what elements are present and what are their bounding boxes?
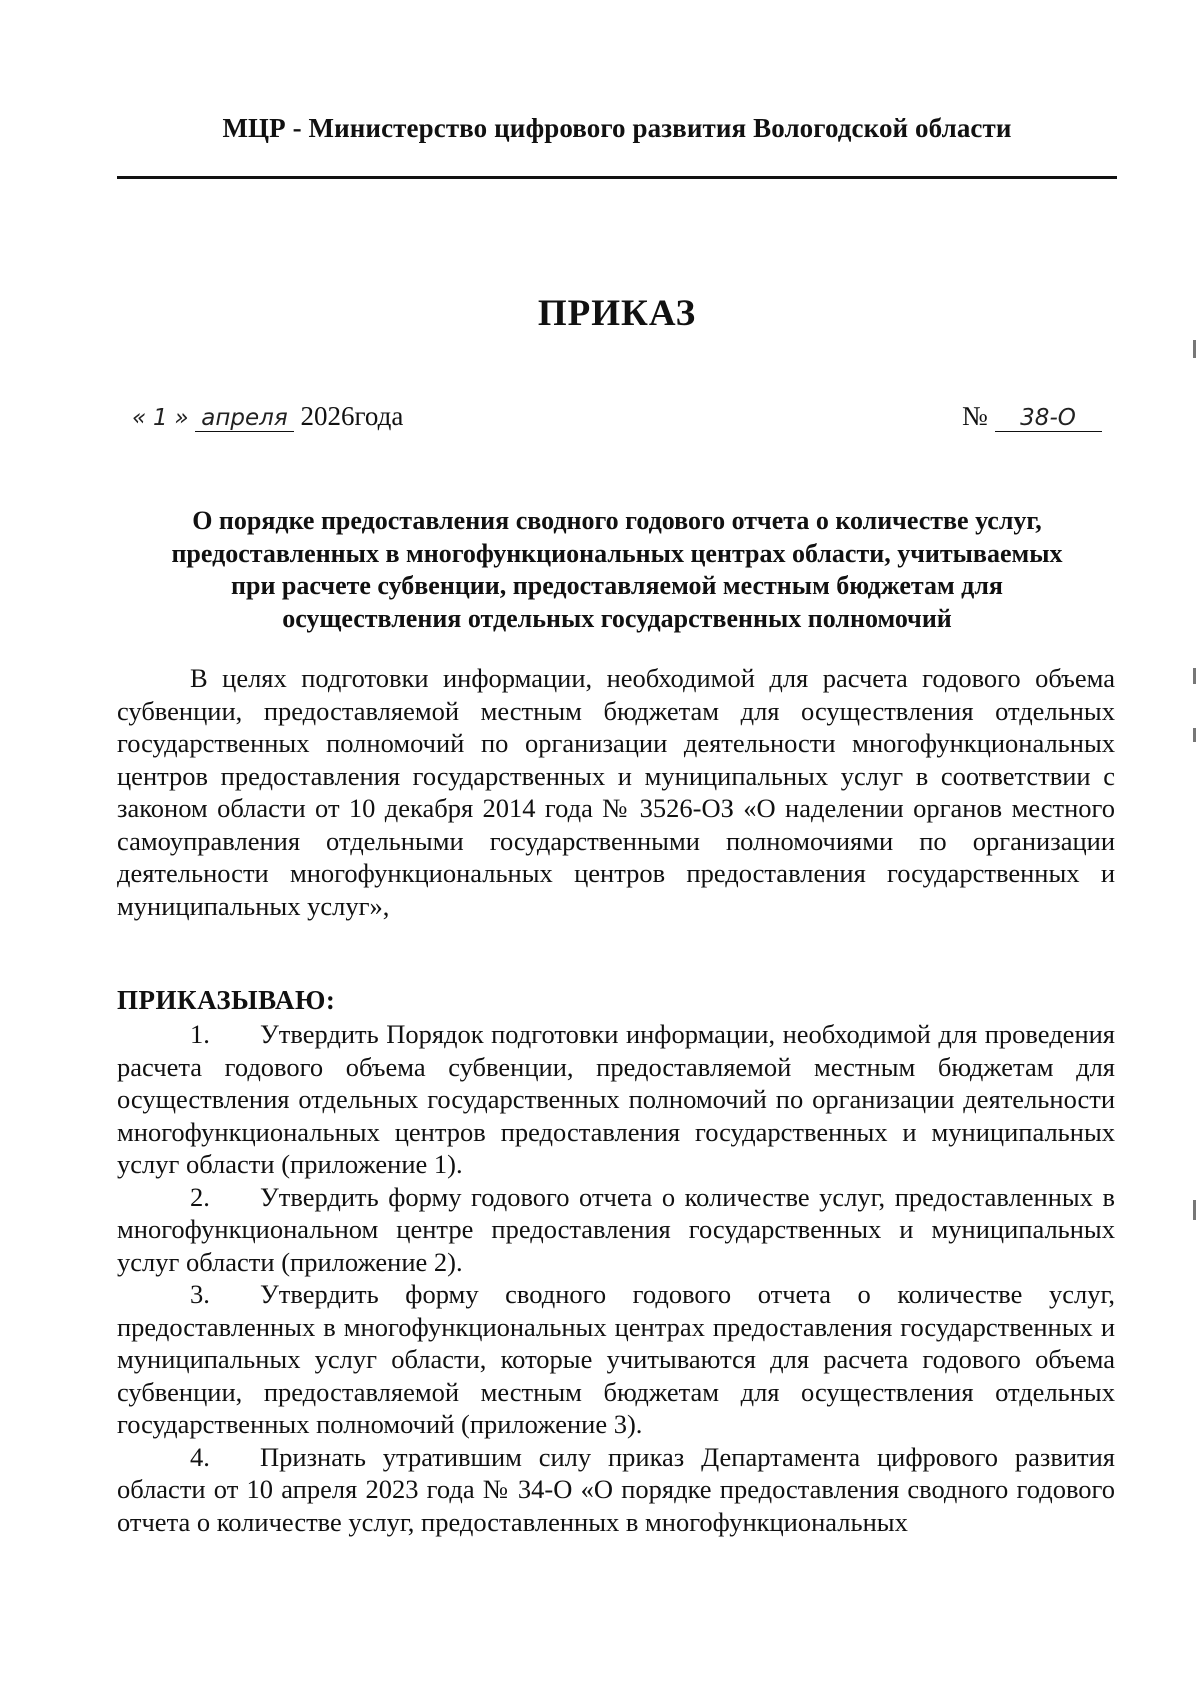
item-number: 3. [190,1279,210,1309]
scan-artifact [1193,668,1196,684]
item-number: 1. [190,1019,210,1049]
order-number [962,401,1102,432]
item-text: Признать утратившим силу приказ Департамента цифрового развития области от 10 апреля 2023 года № 34-О «О порядке предоставления сводного годового отчета о количестве услуг, предоставленных в многофункциональных [117,1441,1115,1537]
document-title: ПРИКАЗ [537,293,697,334]
order-item [117,1441,1115,1539]
item-text: Утвердить Порядок подготовки информации, необходимой для проведения расчета годового объема субвенции, предоставляемой местным бюджетам для осуществления отдельных государственных полномочий по организации деятельности многофункциональных центров предоставления государственных и муниципальных услуг области (приложение 1). [117,1019,1115,1179]
date-open-quote: « [132,405,147,431]
order-date [132,401,403,432]
item-number: 2. [190,1181,210,1212]
scan-artifact [1193,340,1196,358]
preamble-paragraph: В целях подготовки информации, необходимой для расчета годового объема субвенции, предоставляемой местным бюджетам для осуществления отдельных государственных полномочий по организации деятельности многофункциональных центров предоставления государственных и муниципальных услуг в соответствии с законом области от 10 декабря 2014 года № 3526-ОЗ «О наделении органов местного самоуправления отдельными государственными полномочиями по организации деятельности многофункциональных центров предоставления государственных и муниципальных услуг», [117,663,1115,921]
subject-line: осуществления отдельных государственных полномочий [282,603,952,633]
date-close-quote: » [174,405,189,431]
order-item [117,1018,1115,1181]
order-number-value: 38-О [995,405,1102,432]
order-directive-heading: ПРИКАЗЫВАЮ: [117,985,336,1015]
order-item [117,1181,1115,1279]
date-month: апреля [195,405,293,432]
organization-header: МЦР - Министерство цифрового развития Вологодской области [222,113,1012,143]
item-number: 4. [190,1441,210,1472]
date-year: 2026года [300,401,404,431]
scan-artifact [1193,728,1196,742]
order-items [117,1018,1115,1538]
subject-line: при расчете субвенции, предоставляемой местным бюджетам для [231,571,1003,600]
order-subject [117,505,1117,635]
item-text: Утвердить форму сводного годового отчета о количестве услуг, предоставленных в многофункциональных центрах предоставления государственных и муниципальных услуг области, которые учитываются для расчета годового объема субвенции, предоставляемой местным бюджетам для осуществления отдельных государственных полномочий (приложение 3). [117,1279,1115,1439]
subject-line: предоставленных в многофункциональных центрах области, учитываемых [171,538,1063,568]
header-divider [117,176,1117,179]
order-item [117,1278,1115,1441]
subject-line: О порядке предоставления сводного годового отчета о количестве услуг, [192,506,1042,535]
scan-artifact [1193,1200,1196,1220]
item-text: Утвердить форму годового отчета о количестве услуг, предоставленных в многофункциональном центре предоставления государственных и муниципальных услуг области (приложение 2). [117,1181,1115,1277]
date-day: 1 [152,405,168,431]
order-number-label: № [962,401,988,431]
